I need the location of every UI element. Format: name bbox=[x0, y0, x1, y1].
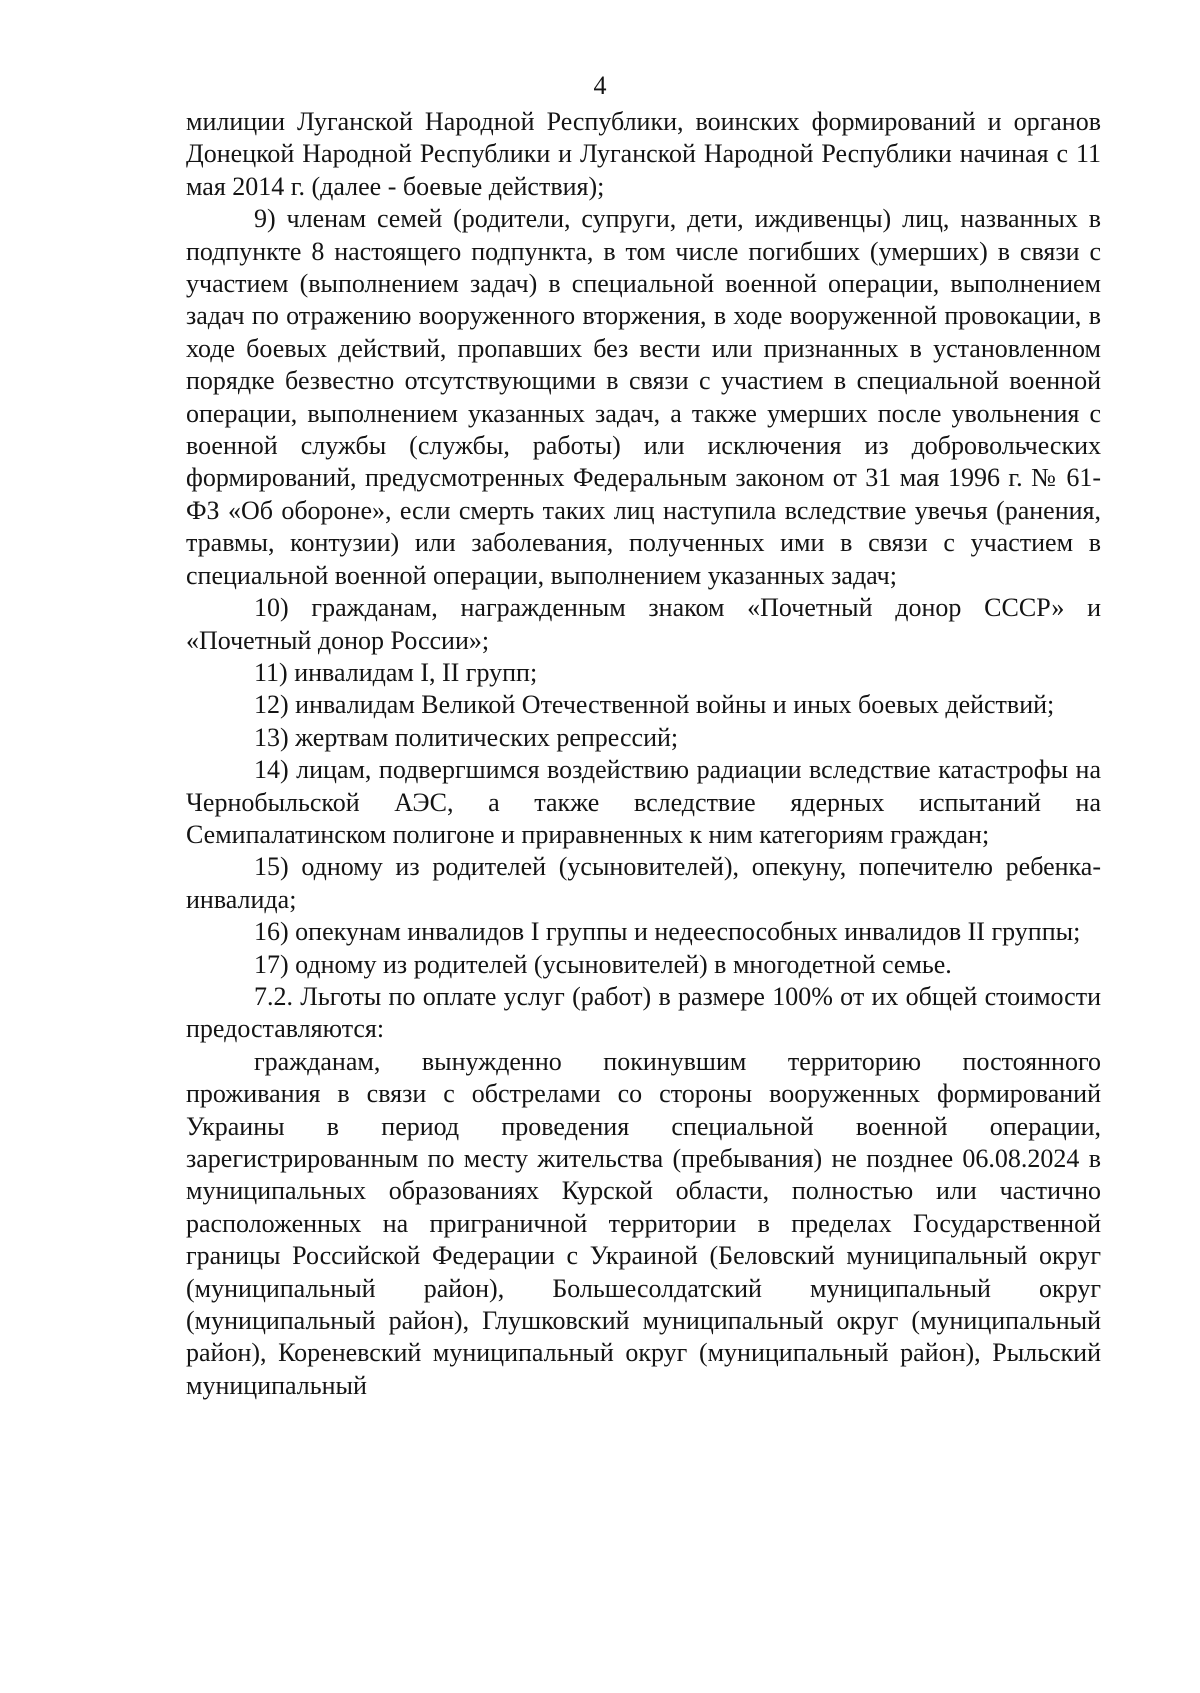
paragraph-item-13: 13) жертвам политических репрессий; bbox=[254, 722, 679, 752]
paragraph-item-11: 11) инвалидам I, II групп; bbox=[254, 657, 538, 687]
paragraph-item-15: 15) одному из родителей (усыновителей), опекуну, попечителю ребенка-инвалида; bbox=[186, 852, 1101, 914]
paragraph-continuation: милиции Луганской Народной Республики, воинских формирований и органов Донецкой Народной Республики и Луганской Народной Республики начиная с 11 мая 2014 г. (далее - боевые действия); bbox=[186, 107, 1101, 201]
paragraph-section-7-2: 7.2. Льготы по оплате услуг (работ) в размере 100% от их общей стоимости предоставляются: bbox=[186, 981, 1101, 1044]
paragraph-item-9: 9) членам семей (родители, супруги, дети, иждивенцы) лиц, названных в подпункте 8 настоящего подпункта, в том числе погибших (умерших) в связи с участием (выполнением задач) в специальной военной операции, выполнением задач по отражению вооруженного вторжения, в ходе вооруженной провокации, в ходе боевых действий, пропавших без вести или признанных в установленном порядке безвестно отсутствующими в связи с участием в специальной военной операции, выполнением указанных задач, а также умерших после увольнения с военной службы (службы, работы) или исключения из добровольческих формирований, предусмотренных Федеральным законом от 31 мая 1996 г. № 61-ФЗ «Об обороне», если смерть таких лиц наступила вследствие увечья (ранения, травмы, контузии) или заболевания, полученных ими в связи с участием в специальной военной операции, выполнением указанных задач; bbox=[186, 204, 1101, 590]
document-body bbox=[186, 106, 1101, 1402]
paragraph-item-16: 16) опекунам инвалидов I группы и недееспособных инвалидов II группы; bbox=[254, 917, 1081, 947]
paragraph-item-10: 10) гражданам, награжденным знаком «Почетный донор СССР» и «Почетный донор России»; bbox=[186, 593, 1101, 655]
page-number: 4 bbox=[593, 71, 607, 100]
paragraph-item-14: 14) лицам, подвергшимся воздействию радиации вследствие катастрофы на Чернобыльской АЭС, а также вследствие ядерных испытаний на Семипалатинском полигоне и приравненных к ним категориям граждан; bbox=[186, 755, 1101, 849]
paragraph-item-17: 17) одному из родителей (усыновителей) в многодетной семье. bbox=[254, 949, 952, 979]
paragraph-item-12: 12) инвалидам Великой Отечественной войны и иных боевых действий; bbox=[254, 690, 1055, 720]
paragraph-citizens-displaced: гражданам, вынужденно покинувшим территорию постоянного проживания в связи с обстрелами со стороны вооруженных формирований Украины в период проведения специальной военной операции, зарегистрированным по месту жительства (пребывания) не позднее 06.08.2024 в муниципальных образованиях Курской области, полностью или частично расположенных на приграничной территории в пределах Государственной границы Российской Федерации с Украиной (Беловский муниципальный округ (муниципальный район), Большесолдатский муниципальный округ (муниципальный район), Глушковский муниципальный округ (муниципальный район), Кореневский муниципальный округ (муниципальный район), Рыльский муниципальный bbox=[186, 1046, 1101, 1400]
